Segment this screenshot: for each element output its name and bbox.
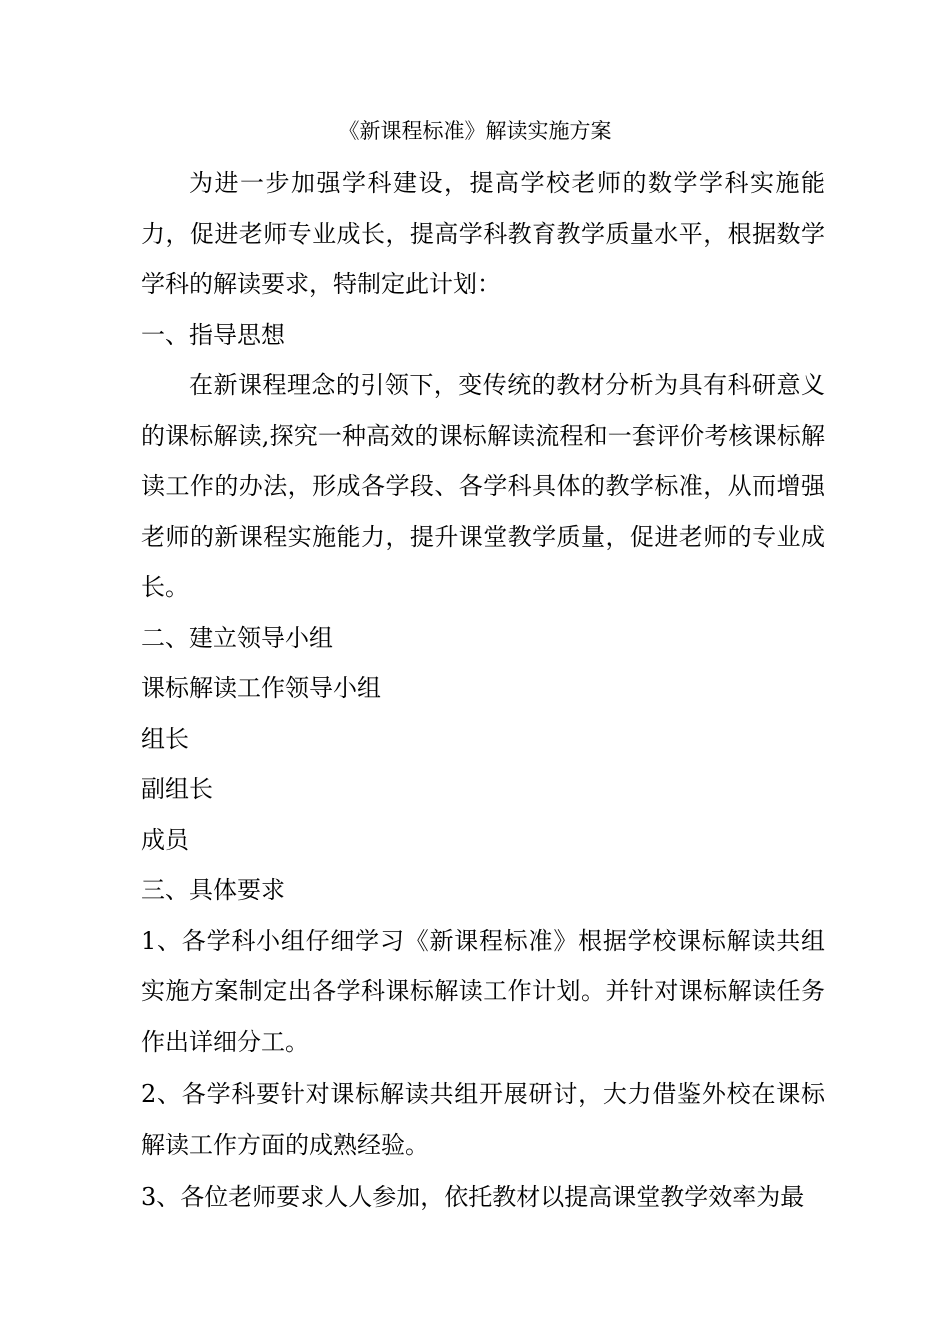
requirement-item-1: 1、各学科小组仔细学习《新课程标准》根据学校课标解读共组实施方案制定出各学科课标解读工作计划。并针对课标解读任务作出详细分工。 — [141, 926, 825, 1056]
group-name: 课标解读工作领导小组 — [141, 674, 381, 702]
section-1-heading: 一、指导思想 — [141, 320, 285, 349]
requirement-item-2: 2、各学科要针对课标解读共组开展研讨，大力借鉴外校在课标解读工作方面的成熟经验。 — [141, 1080, 825, 1159]
section-1-paragraph: 在新课程理念的引领下，变传统的教材分析为具有科研意义的课标解读,探究一种高效的课标解读流程和一套评价考核课标解读工作的办法，形成各学段、各学科具体的教学标准，从而增强老师的新课程实施能力，提升课堂教学质量，促进老师的专业成长。 — [141, 371, 825, 601]
document-title: 《新课程标准》解读实施方案 — [338, 119, 612, 143]
requirement-item-3: 3、各位老师要求人人参加，依托教材以提高课堂教学效率为最 — [141, 1183, 805, 1211]
group-leader-label: 组长 — [141, 724, 189, 753]
section-2-heading: 二、建立领导小组 — [141, 623, 333, 652]
group-deputy-label: 副组长 — [141, 775, 213, 803]
intro-paragraph: 为进一步加强学科建设，提高学校老师的数学学科实施能力，促进老师专业成长，提高学科教育教学质量水平，根据数学学科的解读要求，特制定此计划： — [141, 169, 825, 298]
section-3-heading: 三、具体要求 — [141, 876, 285, 904]
document-body — [141, 158, 825, 1223]
group-members-label: 成员 — [141, 825, 189, 854]
